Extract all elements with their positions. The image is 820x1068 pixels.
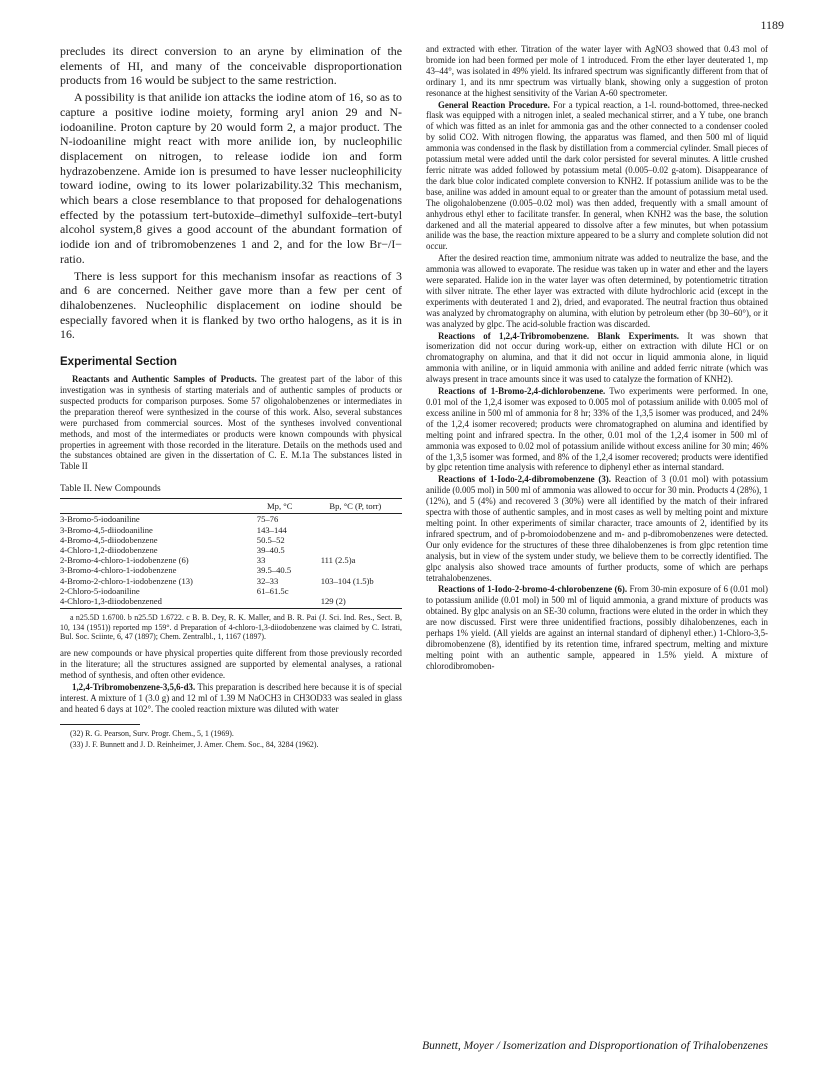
compound-name: 3-Bromo-4,5-diiodoaniline (60, 524, 153, 535)
table-row (60, 535, 402, 545)
table-row (60, 525, 402, 535)
left-paragraph-1: precludes its direct conversion to an aryne by elimination of the elements of HI, and many of the conceivable disproportionation products from 16 would be subject to the same restriction. (60, 44, 402, 88)
run-in-heading: Reactions of 1-Bromo-2,4-dichlorobenzene. (438, 386, 606, 397)
table-row (60, 555, 402, 565)
table-header-compound (60, 499, 251, 514)
compound-name: 4-Bromo-2-chloro-1-iodobenzene (13) (60, 575, 193, 586)
melting-point: 33 (256, 555, 266, 566)
melting-point: 143–144 (256, 524, 287, 535)
run-in-heading: Reactions of 1-Iodo-2-bromo-4-chlorobenzene (6). (438, 584, 628, 595)
table-row (60, 596, 402, 609)
boiling-point: 103–104 (1.5)b (320, 575, 374, 586)
paragraph-body: Reaction of 3 (0.01 mol) with potassium anilide (0.005 mol) in 500 ml of ammonia was allowed to occur for 30 min. Products 4 (28%), 1 (12%), and 5 (4%) and recovered 3 (30%) were all identified by the match of their infrared spectra with those of authentic samples, and in most cases as well by melting point and mixture melting point. In other experiments of similar character, trace amounts of 2, identified by its infrared spectrum, and of p-bromoiodobenzene and m- and p-dibromobenzenes were detected. Our only evidence for the structures of these three dihalobenzenes is from glpc retention time analysis, but in view of the system under study, we believe them to be correctly identified. The glpc analysis also showed trace amounts of further products, some of which are perhaps tetrahalobenzenes. (426, 474, 768, 583)
experimental-paragraph (60, 374, 402, 472)
bromodichlorobenzene-paragraph (426, 386, 768, 473)
footnote-divider (60, 724, 140, 725)
melting-point: 32–33 (256, 575, 279, 586)
reference-32: (32) R. G. Pearson, Surv. Progr. Chem., 5, 1 (1969). (70, 729, 234, 739)
boiling-point (309, 514, 402, 525)
melting-point: 50.5–52 (256, 534, 285, 545)
right-column (426, 44, 768, 673)
table-row (60, 576, 402, 586)
table-header-row (60, 499, 402, 514)
run-in-heading: General Reaction Procedure. (438, 99, 550, 110)
page-number: 1189 (760, 18, 784, 32)
compound-name: 4-Chloro-1,2-diiodobenzene (60, 545, 158, 556)
section-heading: Experimental Section (60, 356, 177, 369)
run-in-heading: Reactions of 1,2,4-Tribromobenzene. Blank Experiments. (438, 330, 680, 341)
melting-point: 75–76 (256, 514, 279, 525)
melting-point: 39–40.5 (256, 545, 285, 556)
tribromobenzene-blank-paragraph (426, 331, 768, 386)
boiling-point: 111 (2.5)a (320, 555, 356, 566)
iododibromobenzene-paragraph (426, 474, 768, 583)
tribromobenzene-d3-paragraph (60, 682, 402, 715)
workup-paragraph: After the desired reaction time, ammonium nitrate was added to neutralize the base, and the ammonia was allowed to evaporate. The residue was taken up in water and ether and the layers were separated. Halide ion in the water layer was often determined, by potentiometric titration with silver nitrate. The ether layer was extracted with dilute hydrochloric acid (except in the experiments with deuterated 1 and 2), dried, and evaporated. The neutral fraction thus obtained was analyzed by chromatography on alumina, with elution by petroleum ether (bp 30–60°), or it was analyzed by glpc. The acid-soluble fraction was discarded. (426, 253, 768, 329)
compound-name: 2-Bromo-4-chloro-1-iodobenzene (6) (60, 555, 189, 566)
boiling-point (309, 545, 402, 555)
left-paragraph-4: are new compounds or have physical properties quite different from those previously recorded in the literature; all the structures assigned are supported by elemental analyses, a rational method of synthesis, and often other evidence. (60, 648, 402, 680)
left-paragraph-2: A possibility is that anilide ion attacks the iodine atom of 16, so as to capture a positive iodine moiety, forming aryl anion 29 and N-iodoaniline. Proton capture by 20 would form 2, a major product. The N-iodoaniline might react with more anilide ion, by nucleophilic displacement on nitrogen, to release iodide ion and form hydrazobenzene. Amide ion is presumed to have lesser nucleophilicity toward iodine, owing to its lower polarizability.32 This mechanism, which bears a close resemblance to that proposed for dehalogenations effected by the potassium tert-butoxide–dimethyl sulfoxide–tert-butyl alcohol system,8 gives a good account of the abundant formation of iodide ion and of tribromobenzenes 1 and 2, and for the low Br−/I− ratio. (60, 90, 402, 266)
paragraph-body: From 30-min exposure of 6 (0.01 mol) to potassium anilide (0.01 mol) in 500 ml of liquid ammonia, a grand mixture of products was obtained. By glpc analysis on an SE-30 column, fractions were eluted in the order in which they are now discussed. First were three unidentified fractions, possibly dihalobenzenes, each in perhaps 1% yield. (All yields are against an internal standard of diphenyl ether.) 1-Chloro-3,5-dibromobenzene (8), identified by its retention time, infrared spectrum, melting and mixture melting point with an authentic sample, appeared in 1.5% yield. A mixture of chlorodibromoben- (426, 584, 768, 671)
compound-name: 3-Bromo-4-chloro-1-iodobenzene (60, 565, 177, 576)
table-header-bp: Bp, °C (P, torr) (309, 499, 402, 514)
left-column (60, 44, 402, 751)
compound-name: 4-Chloro-1,3-diiodobenzened (60, 596, 251, 609)
iodobromochlorobenzene-paragraph (426, 584, 768, 671)
new-compounds-table (60, 498, 402, 609)
general-procedure-paragraph (426, 100, 768, 253)
boiling-point: 129 (2) (309, 596, 402, 609)
left-paragraph-3: There is less support for this mechanism insofar as reactions of 3 and 6 are concerned. Neither gave more than a few per cent of dihalobenzenes. Nucleophilic displacement on iodine should be especially favored when it is flanked by two ortho halogens, as it is in 16. (60, 268, 402, 342)
table-row (60, 545, 402, 555)
table-header-mp: Mp, °C (251, 499, 309, 514)
run-in-heading: 1,2,4-Tribromobenzene-3,5,6-d3. (72, 681, 196, 692)
paragraph-body: The greatest part of the labor of this investigation was in synthesis of starting materials and of authentic samples of products or suspected products for comparison purposes. Some 57 oligohalobenzenes or intermediates in the preparation thereof were synthesized in the course of this work. Also, several substances were purchased from commercial sources. Most of the syntheses involved conventional methods, and most of the intermediates or products were known compounds with physical properties in agreement with those recorded in the literature. Details on the methods used and the substances obtained are given in the dissertation of C. E. M.1a The substances listed in Table II (60, 374, 402, 472)
melting-point: 39.5–40.5 (256, 565, 292, 576)
boiling-point (309, 535, 402, 545)
compound-name: 3-Bromo-5-iodoaniline (60, 514, 140, 525)
compound-name: 4-Bromo-4,5-diiodobenzene (60, 534, 158, 545)
table-title: Table II. New Compounds (60, 484, 161, 495)
table-row (60, 586, 402, 596)
run-in-heading: Reactants and Authentic Samples of Products. (72, 374, 257, 385)
paragraph-body: Two experiments were performed. In one, 0.01 mol of the 1,2,4 isomer was exposed to 0.005 mol of potassium anilide with 0.005 mol of excess aniline in 500 ml of ammonia for 8 hr; 33% of the 1,3,5 isomer was produced, and 24% of the 1,2,4 isomer recovered; products were chromatographed on alumina and identified by melting point and infrared spectra. In the other, 0.01 mol of the 1,2,4 isomer in 500 ml of ammonia was exposed to 0.02 mol of potassium anilide without excess aniline for 30 min; 46% of the 1,3,5 isomer was formed, and 8% of the 1,2,4 isomer recovered; products were identified by glpc retention time analysis with reference to diphenyl ether as internal standard. (426, 386, 768, 473)
boiling-point (309, 586, 402, 596)
run-in-heading: Reactions of 1-Iodo-2,4-dibromobenzene (3). (438, 474, 611, 485)
paragraph-body: For a typical reaction, a 1-l. round-bottomed, three-necked flask was equipped with a nitrogen inlet, a sealed mechanical stirrer, and a Y tube, one branch of which was fitted as an inlet for ammonia gas and the other connected to a condenser cooled by solid CO2. With nitrogen flowing, the apparatus was flamed, and then 500 ml of liquid ammonia was condensed in the flask by distillation from a commercial cylinder. Small pieces of potassium metal were added until the dark color persisted for several minutes. A little crushed ferric nitrate was added followed by potassium metal (0.005–0.02 g-atom). Disappearance of the dark blue color indicated complete conversion to KNH2. If potassium anilide was to be the base, aniline was added in amount equal to or greater than the amount of potassium metal used. The oligohalobenzene (0.005–0.02 mol) was then added, frequently with a small amount of anhydrous ethyl ether to facilitate transfer. In general, when KNH2 was the base, the solution darkened and all the material appeared to dissolve after a few minutes, but when potassium anilide was the base, the reaction mixture appeared to be a slurry and complete solution did not occur. (426, 99, 768, 252)
paragraph-body: This preparation is described here because it is of special interest. A mixture of 1 (3.0 g) and 12 ml of 1.39 M NaOCH3 in CH3OD33 was sealed in glass and heated 6 days at 102°. The cooled reaction mixture was diluted with water (60, 681, 402, 714)
boiling-point (309, 565, 402, 575)
paragraph-body: It was shown that isomerization did not occur during work-up, either on extraction with dilute HCl or on chromatography on alumina, and that it did not occur in liquid ammonia alone, in liquid ammonia with aniline, or in liquid ammonia with aniline and added ferric nitrate (which was always present in trace amounts since it was used to catalyze the formation of KNH2). (426, 330, 768, 385)
running-footer: Bunnett, Moyer / Isomerization and Disproportionation of Trihalobenzenes (422, 1040, 768, 1052)
boiling-point (309, 525, 402, 535)
table-footnotes: a n25.5D 1.6700. b n25.5D 1.6722. c B. B. Dey, R. K. Maller, and B. R. Pai (J. Sci. Ind. Res., Sect. B, 10, 134 (1951)) reported mp 159°. d Preparation of 4-chloro-1,3-diiodobenzene was claimed by C. Istrati, Bul. Soc. Sciinte, 6, 47 (1897); Chem. Zentralbl., 1, 1167 (1897). (60, 613, 402, 642)
melting-point (251, 596, 309, 609)
table-row (60, 565, 402, 575)
table-row (60, 514, 402, 525)
right-paragraph-1: and extracted with ether. Titration of the water layer with AgNO3 showed that 0.43 mol of bromide ion had been formed per mole of 1 introduced. From the ether layer deuterated 1, mp 43–44°, was isolated in 49% yield. Its infrared spectrum was significantly different from that of ordinary 1, and its nmr spectrum was virtually blank, showing only a suggestion of proton resonance at the highest sensitivity of the Varian A-60 spectrometer. (426, 44, 768, 98)
compound-name: 2-Chloro-5-iodoaniline (60, 585, 140, 596)
reference-33: (33) J. F. Bunnett and J. D. Reinheimer, J. Amer. Chem. Soc., 84, 3284 (1962). (70, 740, 319, 750)
melting-point: 61–61.5c (256, 585, 289, 596)
